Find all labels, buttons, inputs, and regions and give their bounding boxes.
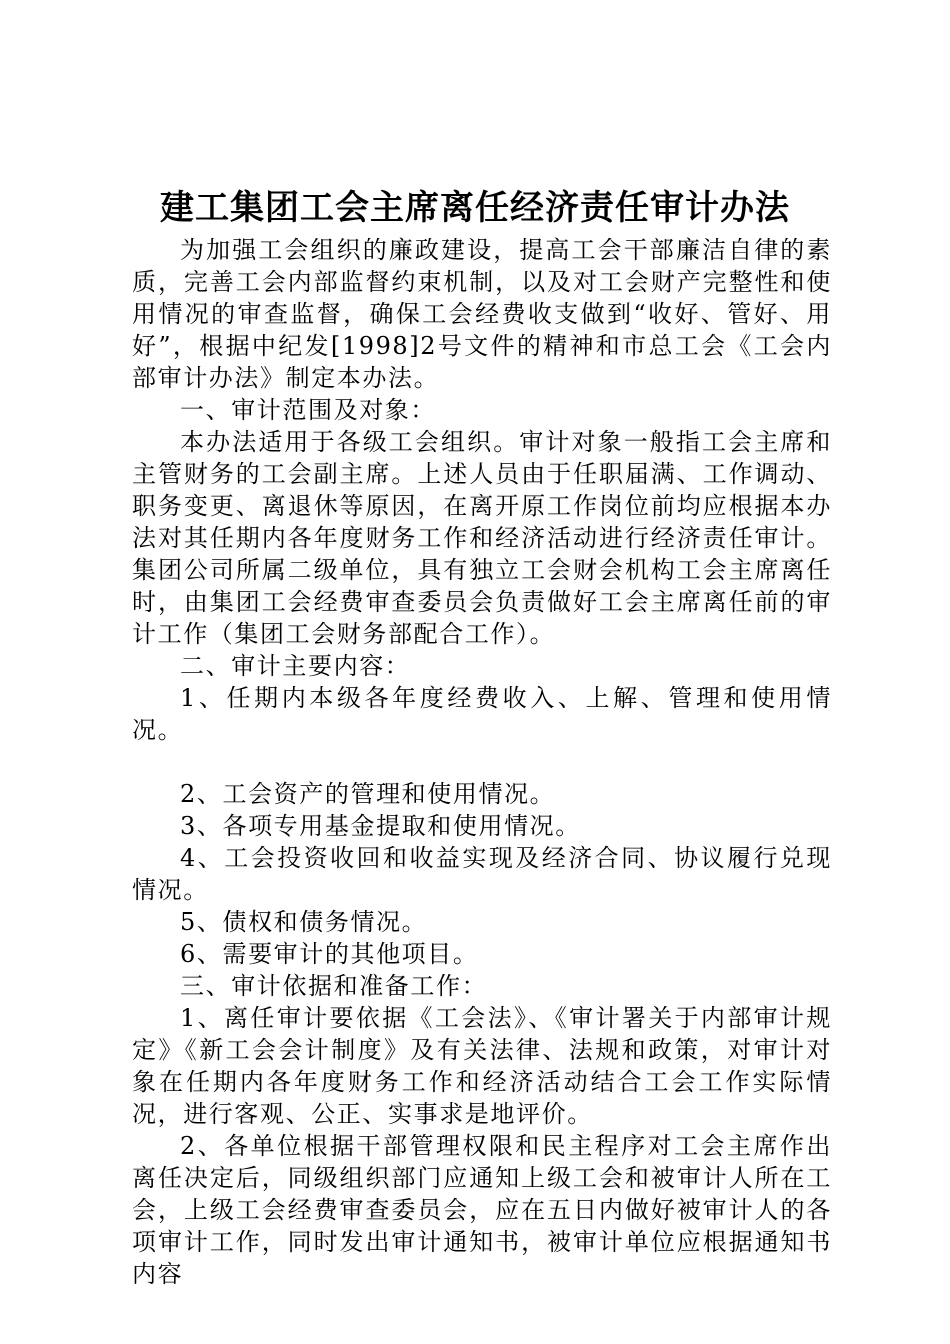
- document-title: 建工集团工会主席离任经济责任审计办法: [160, 188, 790, 228]
- paragraph-scope: 本办法适用于各级工会组织。审计对象一般指工会主席和主管财务的工会副主席。上述人员由于任职届满、工作调动、职务变更、离退休等原因，在离开原工作岗位前均应根据本办法对其任期内各年度财务工作和经济活动进行经济责任审计。集团公司所属二级单位，具有独立工会财会机构工会主席离任时，由集团工会经费审查委员会负责做好工会主席离任前的审计工作（集团工会财务部配合工作）。: [132, 428, 832, 648]
- section-heading-scope: 一、审计范围及对象：: [180, 396, 436, 424]
- list-item-content-4: 4、工会投资收回和收益实现及经济合同、协议履行兑现情况。: [132, 844, 832, 904]
- list-item-basis-1: 1、离任审计要依据《工会法》、《审计署关于内部审计规定》《新工会会计制度》及有关法律、法规和政策，对审计对象在任期内各年度财务工作和经济活动结合工会工作实际情况，进行客观、公正、实事求是地评价。: [132, 1004, 832, 1128]
- list-item-content-1: 1、任期内本级各年度经费收入、上解、管理和使用情况。: [132, 684, 832, 744]
- list-item-basis-2: 2、各单位根据干部管理权限和民主程序对工会主席作出离任决定后，同级组织部门应通知上级工会和被审计人所在工会，上级工会经费审查委员会，应在五日内做好被审计人的各项审计工作，同时发出审计通知书，被审计单位应根据通知书内容: [132, 1132, 832, 1288]
- paragraph-intro: 为加强工会组织的廉政建设，提高工会干部廉洁自律的素质，完善工会内部监督约束机制，以及对工会财产完整性和使用情况的审查监督，确保工会经费收支做到“收好、管好、用好”，根据中纪发[1998]2号文件的精神和市总工会《工会内部审计办法》制定本办法。: [132, 236, 832, 392]
- section-heading-content: 二、审计主要内容：: [180, 652, 411, 680]
- list-item-content-2: 2、工会资产的管理和使用情况。: [180, 780, 556, 808]
- list-item-content-6: 6、需要审计的其他项目。: [180, 940, 479, 968]
- list-item-content-5: 5、债权和债务情况。: [180, 908, 428, 936]
- list-item-content-3: 3、各项专用基金提取和使用情况。: [180, 812, 581, 840]
- document-body: [132, 234, 832, 1290]
- blank-line: [132, 746, 832, 778]
- section-heading-basis: 三、审计依据和准备工作：: [180, 972, 488, 1000]
